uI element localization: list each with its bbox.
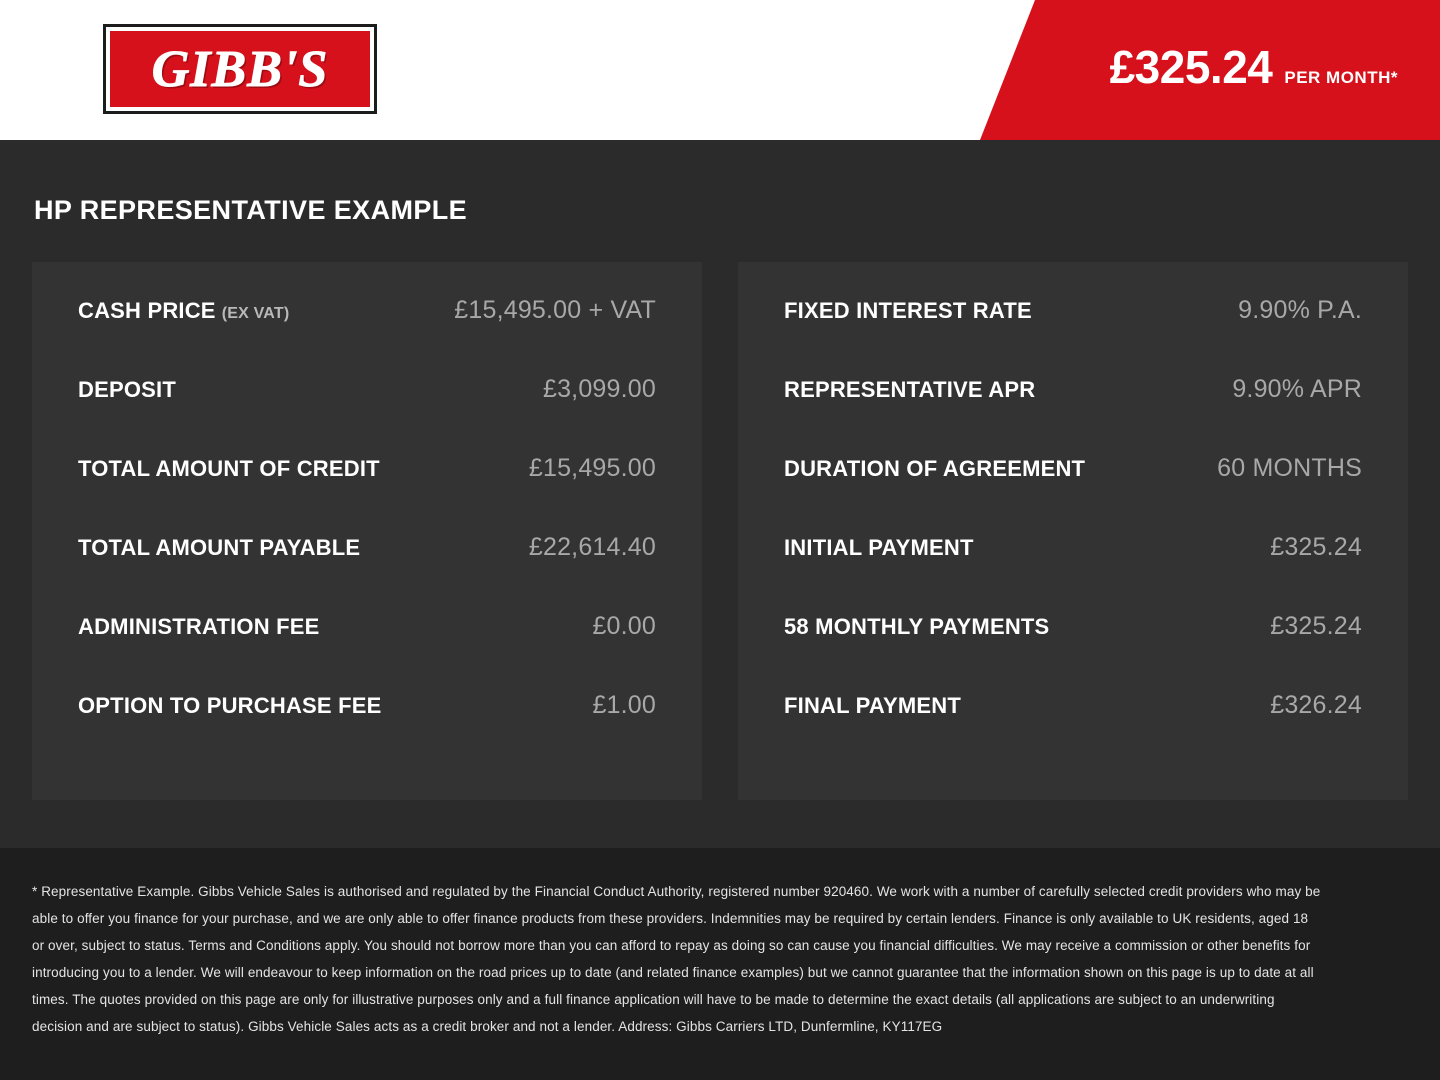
row-value: 9.90% P.A. bbox=[1238, 296, 1362, 324]
table-row bbox=[768, 454, 1378, 533]
main-content bbox=[0, 195, 1440, 800]
monthly-price-suffix: PER MONTH* bbox=[1284, 68, 1398, 87]
row-label-text: REPRESENTATIVE APR bbox=[784, 377, 1036, 402]
table-row bbox=[62, 454, 672, 533]
row-label-text: FINAL PAYMENT bbox=[784, 693, 961, 718]
finance-table-left bbox=[32, 262, 702, 800]
page-title: HP REPRESENTATIVE EXAMPLE bbox=[34, 195, 468, 225]
brand-logo-text: GIBB'S bbox=[151, 40, 329, 98]
finance-tables bbox=[32, 262, 1408, 800]
table-row bbox=[62, 612, 672, 691]
row-label-text: TOTAL AMOUNT PAYABLE bbox=[78, 535, 361, 560]
row-value: £1.00 bbox=[592, 691, 656, 719]
table-row bbox=[62, 533, 672, 612]
table-row bbox=[768, 375, 1378, 454]
brand-logo bbox=[106, 27, 374, 111]
row-label-text: FIXED INTEREST RATE bbox=[784, 298, 1032, 323]
table-row bbox=[768, 296, 1378, 375]
table-row bbox=[62, 691, 672, 770]
monthly-price bbox=[1109, 41, 1398, 93]
footer-disclaimer bbox=[0, 848, 1440, 1080]
row-label-text: TOTAL AMOUNT OF CREDIT bbox=[78, 456, 380, 481]
table-row bbox=[768, 691, 1378, 770]
table-row bbox=[62, 375, 672, 454]
row-value: £15,495.00 bbox=[528, 454, 656, 482]
monthly-price-amount: £325.24 bbox=[1109, 41, 1273, 93]
page-header bbox=[0, 0, 1440, 140]
row-value: £325.24 bbox=[1270, 612, 1362, 640]
row-label-text: OPTION TO PURCHASE FEE bbox=[78, 693, 382, 718]
row-value: £3,099.00 bbox=[542, 375, 656, 403]
row-label-sub: (EX VAT) bbox=[221, 305, 290, 322]
table-row bbox=[62, 296, 672, 375]
finance-table-right bbox=[738, 262, 1408, 800]
table-row bbox=[768, 533, 1378, 612]
row-label-text: DURATION OF AGREEMENT bbox=[784, 456, 1086, 481]
row-label-text: ADMINISTRATION FEE bbox=[78, 614, 320, 639]
row-label-text: CASH PRICE bbox=[78, 298, 216, 323]
row-value: £15,495.00 + VAT bbox=[454, 296, 656, 324]
row-value: £0.00 bbox=[592, 612, 656, 640]
row-value: 9.90% APR bbox=[1232, 375, 1362, 403]
row-label-text: 58 MONTHLY PAYMENTS bbox=[784, 614, 1050, 639]
row-value: £326.24 bbox=[1270, 691, 1362, 719]
row-label-text: DEPOSIT bbox=[78, 377, 176, 402]
row-value: £22,614.40 bbox=[528, 533, 656, 561]
table-row bbox=[768, 612, 1378, 691]
row-label-text: INITIAL PAYMENT bbox=[784, 535, 974, 560]
row-value: £325.24 bbox=[1270, 533, 1362, 561]
row-value: 60 MONTHS bbox=[1217, 454, 1362, 482]
disclaimer-text: * Representative Example. Gibbs Vehicle Sales is authorised and regulated by the Financial Conduct Authority, registered number 920460. We work with a number of carefully selected credit providers who may be able to offer you finance for your purchase, and we are only able to offer finance products from these providers. Indemnities may be required by certain lenders. Finance is only available to UK residents, aged 18 or over, subject to status. Terms and Conditions apply. You should not borrow more than you can afford to repay as doing so can cause you financial difficulties. We may receive a commission or other benefits for introducing you to a lender. We will endeavour to keep information on the road prices up to date (and related finance examples) but we cannot guarantee that the information shown on this page is up to date at all times. The quotes provided on this page are only for illustrative purposes only and a full finance application will have to be made to determine the exact details (all applications are subject to an underwriting decision and are subject to status). Gibbs Vehicle Sales acts as a credit broker and not a lender. Address: Gibbs Carriers LTD, Dunfermline, KY117EG bbox=[32, 884, 1321, 1034]
